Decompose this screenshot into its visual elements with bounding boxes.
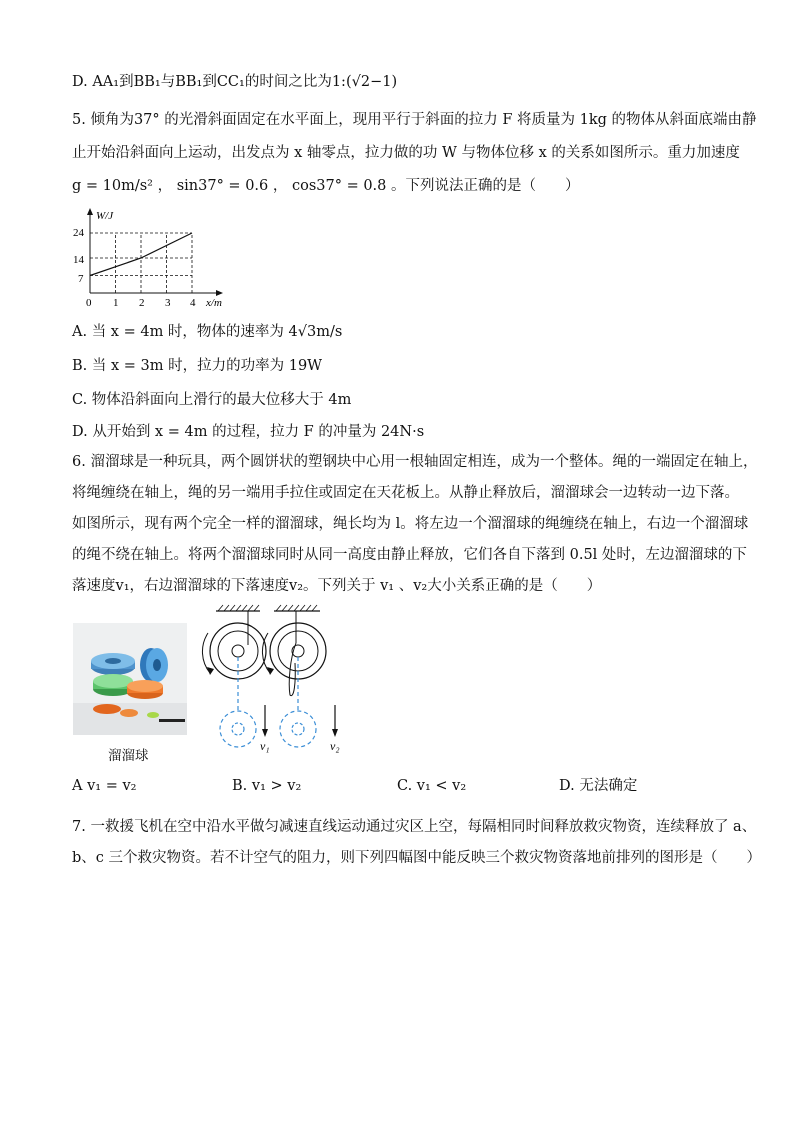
- q5-ytick-24: 24: [73, 227, 84, 239]
- q5-option-d: D. 从开始到 x = 4m 的过程，拉力 F 的冲量为 24N·s: [72, 424, 425, 440]
- yoyo-diagram: [196, 603, 356, 761]
- q5-option-c: C. 物体沿斜面向上滑行的最大位移大于 4m: [72, 392, 352, 408]
- left-yoyo-lower: [220, 711, 256, 747]
- v1-label: v₁: [260, 739, 270, 753]
- q5-y-axis-arrow: [87, 208, 93, 215]
- q5-stem-line-1: 5. 倾角为37° 的光滑斜面固定在水平面上，现用平行于斜面的拉力 F 将质量为 1kg 的物体从斜面底端由静: [72, 112, 757, 128]
- q5-x-axis-arrow: [216, 290, 223, 296]
- right-string-loop: [289, 643, 296, 696]
- q6-stem-line-4: 的绳不绕在轴上。将两个溜溜球同时从同一高度由静止释放，它们各自下落到 0.5l 处时，左边溜溜球的下: [72, 547, 747, 563]
- q7-stem-line-2: b、c 三个救灾物资。若不计空气的阻力，则下列四幅图中能反映三个救灾物资落地前排列的图形是（ ）: [72, 850, 762, 866]
- q5-xtick-4: 4: [190, 297, 196, 309]
- q5-ytick-7: 7: [78, 273, 84, 285]
- q5-ytick-14: 14: [73, 254, 84, 266]
- right-yoyo-lower: [280, 711, 316, 747]
- q5-stem-line-3: g = 10m/s² ， sin37° = 0.6 ， cos37° = 0.8 。下列说法正确的是（ ）: [72, 178, 580, 194]
- q5-graph-grid: [90, 233, 192, 293]
- q5-option-b: B. 当 x = 3m 时，拉力的功率为 19W: [72, 358, 323, 374]
- q6-stem-line-2: 将绳缠绕在轴上，绳的另一端用手拉住或固定在天花板上。从静止释放后，溜溜球会一边转动一边下落。: [72, 485, 739, 501]
- q7-stem-line-1: 7. 一救援飞机在空中沿水平做匀减速直线运动通过灾区上空，每隔相同时间释放救灾物资，连续释放了 a、: [72, 819, 757, 835]
- q6-option-a: A v₁ = v₂: [72, 778, 137, 794]
- left-rotation-arrow: [202, 633, 210, 673]
- yoyo-photo-caption: 溜溜球: [108, 748, 149, 764]
- q5-stem-line-2: 止开始沿斜面向上运动，出发点为 x 轴零点，拉力做的功 W 与物体位移 x 的关系如图所示。重力加速度: [72, 145, 740, 161]
- q5-xtick-0: 0: [86, 297, 92, 309]
- q5-work-displacement-graph: [70, 205, 240, 315]
- yoyo-photo: [73, 623, 187, 735]
- q4-option-d: D. AA₁到BB₁与BB₁到CC₁的时间之比为1:(√2−1): [72, 74, 398, 90]
- q6-option-c: C. v₁ < v₂: [397, 778, 467, 794]
- v2-label: v₂: [330, 739, 340, 753]
- q6-option-d: D. 无法确定: [559, 778, 638, 794]
- q5-xtick-1: 1: [113, 297, 119, 309]
- q6-stem-line-3: 如图所示，现有两个完全一样的溜溜球，绳长均为 l。将左边一个溜溜球的绳缠绕在轴上，右边一个溜溜球: [72, 516, 749, 532]
- q5-graph-xlabel: x/m: [206, 297, 222, 309]
- q5-work-line: [90, 233, 192, 276]
- q6-stem-line-1: 6. 溜溜球是一种玩具，两个圆饼状的塑钢块中心用一根轴固定相连，成为一个整体。绳的一端固定在轴上，: [72, 454, 758, 470]
- q5-graph-ylabel: W/J: [96, 210, 114, 222]
- q5-xtick-3: 3: [165, 297, 171, 309]
- q5-option-a: A. 当 x = 4m 时，物体的速率为 4√3m/s: [72, 324, 343, 340]
- q5-xtick-2: 2: [139, 297, 145, 309]
- q6-option-b: B. v₁ > v₂: [232, 778, 302, 794]
- left-yoyo-axle: [232, 645, 244, 657]
- q6-stem-line-5: 落速度v₁，右边溜溜球的下落速度v₂。下列关于 v₁ 、v₂大小关系正确的是（ ）: [72, 578, 602, 594]
